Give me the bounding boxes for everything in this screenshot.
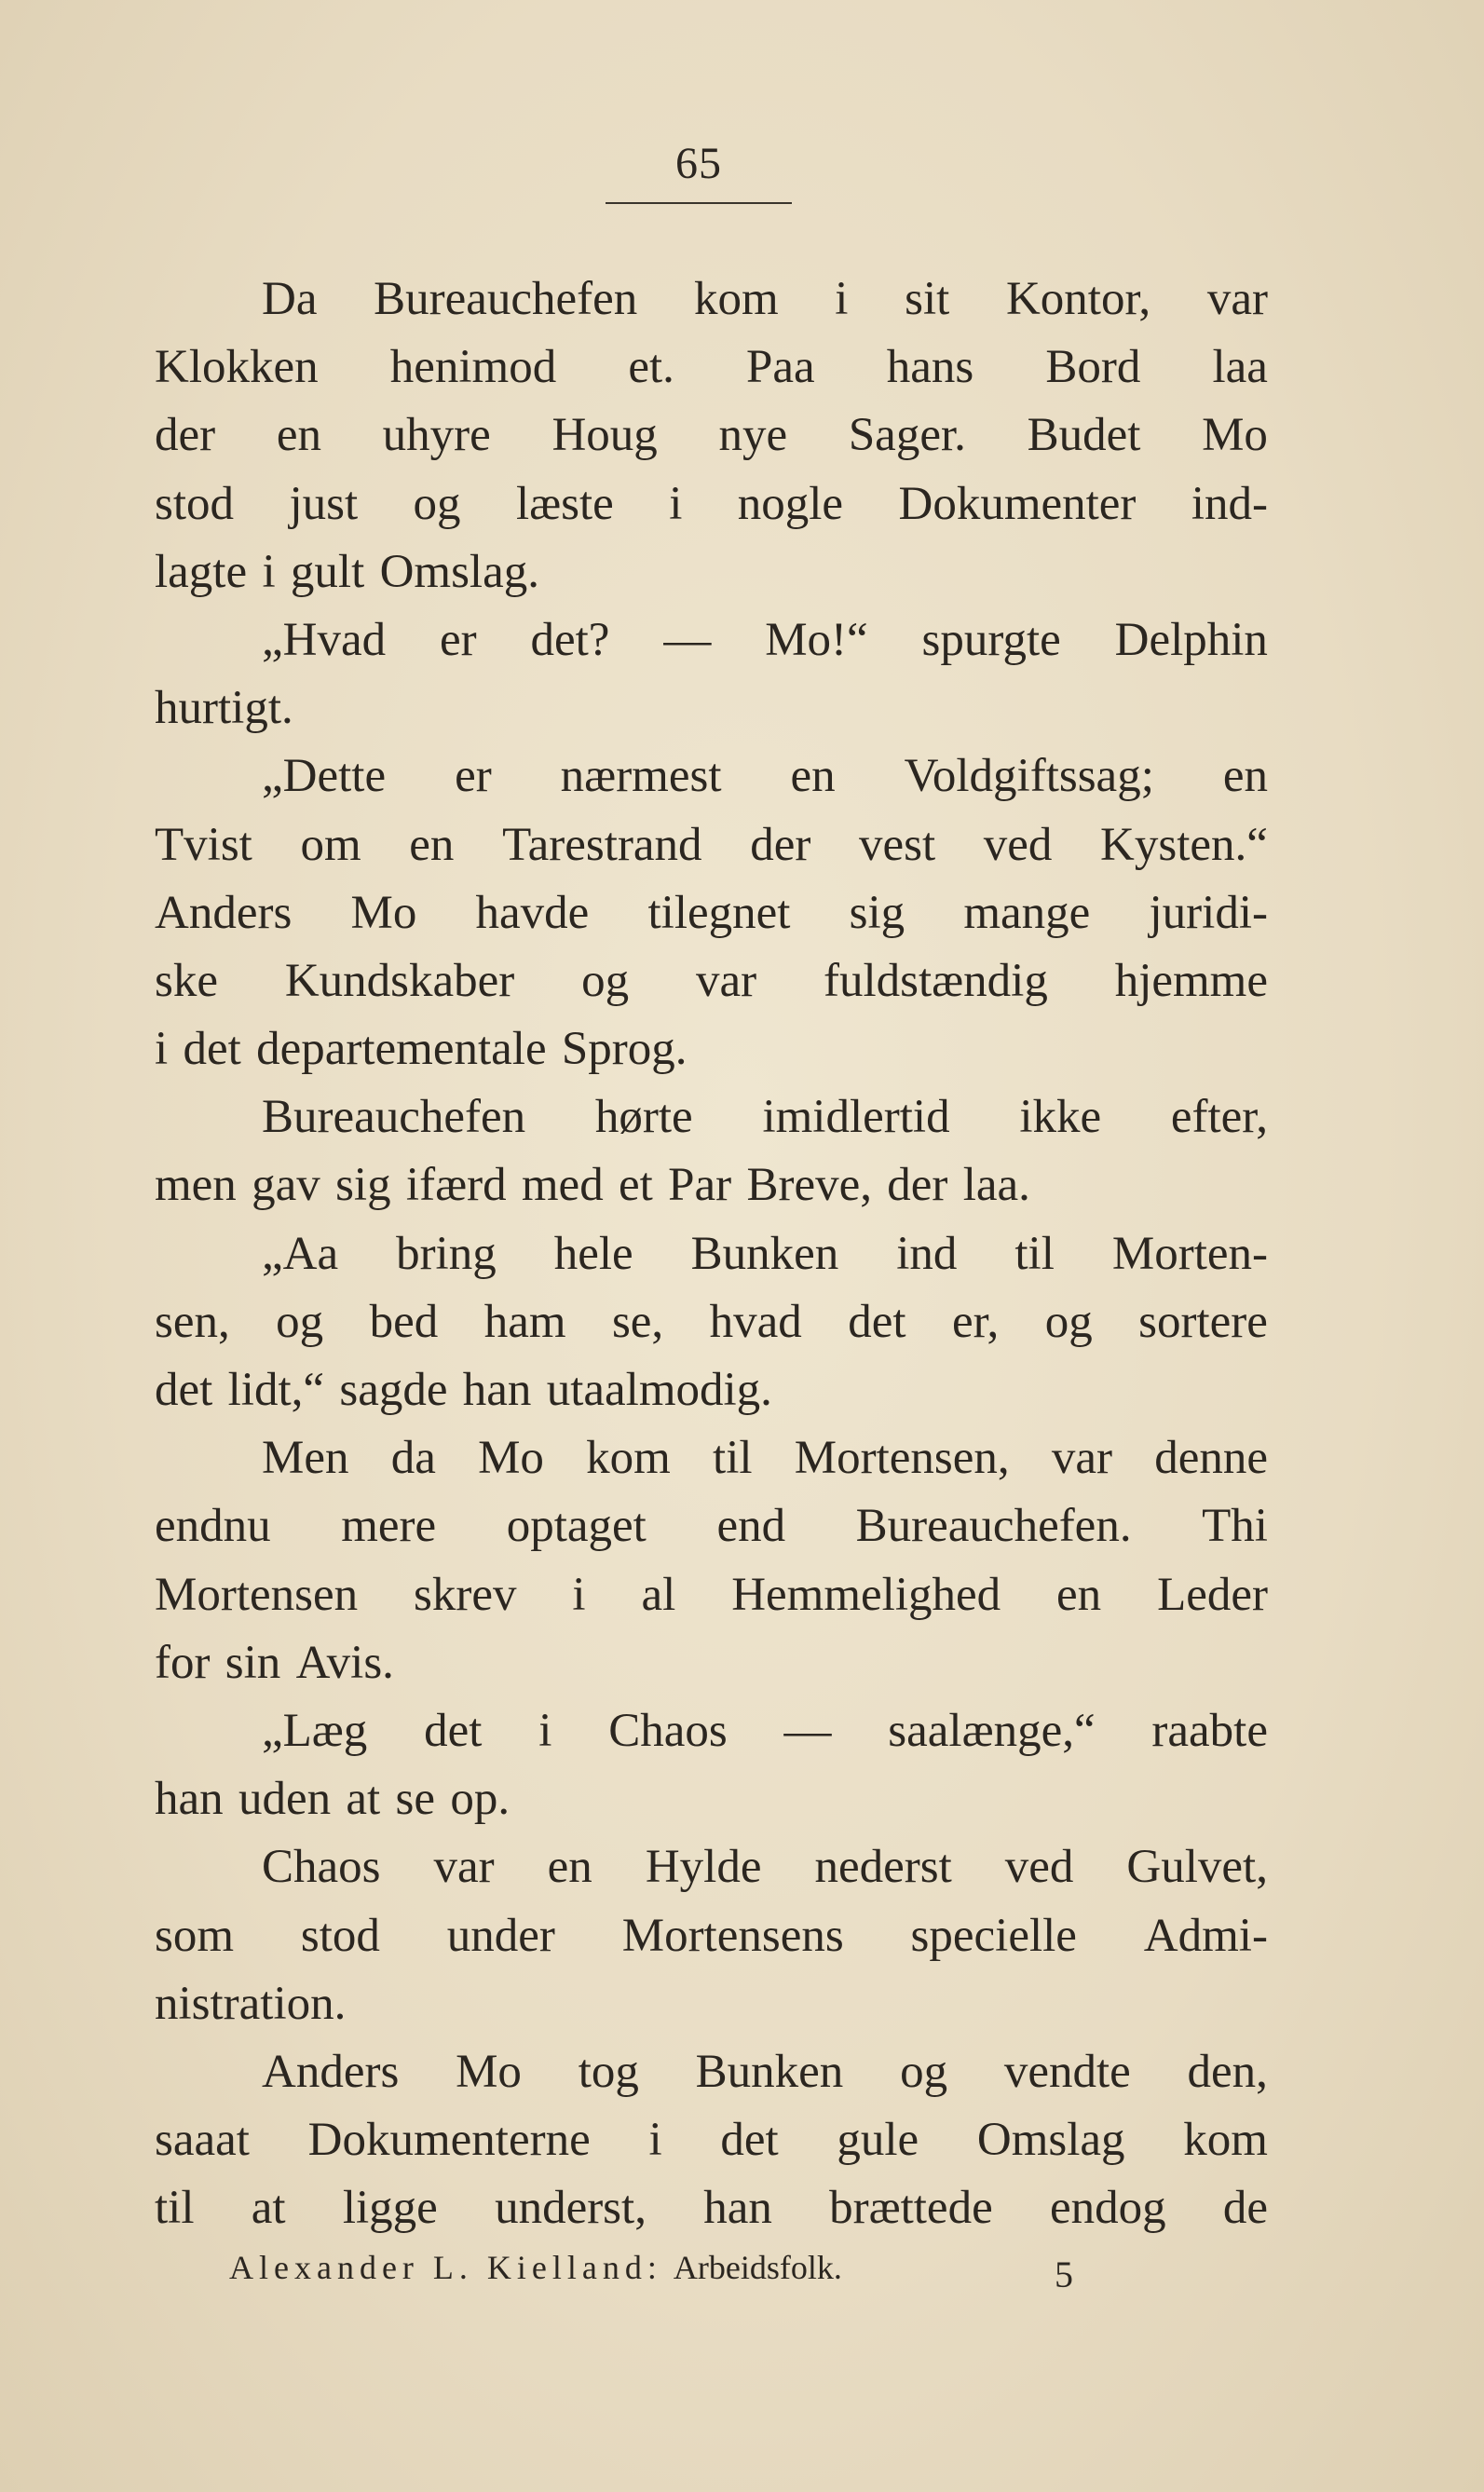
word: i bbox=[538, 1704, 552, 1757]
word: kom bbox=[693, 273, 779, 325]
word: til bbox=[713, 1432, 753, 1485]
word: sig bbox=[335, 1159, 391, 1212]
word: det bbox=[183, 1023, 241, 1076]
text-line bbox=[155, 1970, 1268, 2038]
word: Hylde bbox=[645, 1841, 762, 1894]
text-line bbox=[155, 1492, 1268, 1560]
word: mange bbox=[963, 886, 1091, 939]
word: efter, bbox=[1170, 1091, 1268, 1144]
word: var bbox=[696, 954, 757, 1007]
word: vendte bbox=[1003, 2045, 1131, 2098]
word: var bbox=[433, 1841, 495, 1894]
word: nærmest bbox=[560, 750, 722, 803]
word: og bbox=[581, 954, 630, 1007]
word: Voldgiftssag; bbox=[904, 750, 1154, 803]
word: lagte bbox=[155, 545, 248, 598]
word: og bbox=[900, 2045, 948, 2098]
word: kom bbox=[586, 1432, 671, 1485]
word: tog bbox=[578, 2045, 639, 2098]
word: en bbox=[276, 409, 321, 462]
word: ind- bbox=[1191, 477, 1268, 530]
word: Mo bbox=[1202, 409, 1268, 462]
word: se bbox=[395, 1773, 436, 1826]
text-line bbox=[155, 1561, 1268, 1629]
footer-line bbox=[229, 2248, 1161, 2287]
text-line bbox=[155, 674, 1268, 742]
word: er bbox=[455, 750, 492, 803]
text-line bbox=[155, 538, 1268, 606]
word: lidt,“ bbox=[227, 1364, 325, 1416]
word: i bbox=[669, 477, 683, 530]
word: nistration. bbox=[155, 1977, 347, 2030]
text-line bbox=[155, 2106, 1268, 2174]
word: „Hvad bbox=[262, 613, 387, 666]
word: det bbox=[848, 1295, 906, 1348]
word: der bbox=[155, 409, 216, 462]
word: Chaos bbox=[608, 1704, 728, 1757]
word: bring bbox=[396, 1227, 497, 1280]
word: endog bbox=[1049, 2182, 1166, 2235]
text-line bbox=[155, 1697, 1268, 1765]
word: Breve, bbox=[746, 1159, 872, 1212]
word: Mo bbox=[478, 1432, 544, 1485]
word: denne bbox=[1154, 1432, 1268, 1485]
word: en bbox=[1056, 1568, 1102, 1621]
text-line bbox=[155, 266, 1268, 334]
word: Leder bbox=[1157, 1568, 1268, 1621]
word: det bbox=[720, 2114, 779, 2167]
word: skrev bbox=[414, 1568, 517, 1621]
word: at bbox=[251, 2182, 286, 2235]
word: var bbox=[1051, 1432, 1112, 1485]
word: hurtigt. bbox=[155, 682, 293, 735]
word: Bureauchefen. bbox=[855, 1500, 1132, 1553]
text-line bbox=[155, 470, 1268, 538]
word: gult bbox=[290, 545, 365, 598]
word: Morten- bbox=[1111, 1227, 1268, 1280]
word: end bbox=[716, 1500, 786, 1553]
word: mere bbox=[341, 1500, 437, 1553]
word: sen, bbox=[155, 1295, 230, 1348]
word: — bbox=[783, 1704, 832, 1757]
word: fuldstændig bbox=[823, 954, 1048, 1007]
word: saaat bbox=[155, 2114, 250, 2167]
signature-mark: 5 bbox=[1055, 2254, 1073, 2295]
word: Tarestrand bbox=[502, 818, 702, 871]
word: det bbox=[424, 1704, 483, 1757]
word: „Læg bbox=[262, 1704, 368, 1757]
word: det bbox=[155, 1364, 213, 1416]
word: Sprog. bbox=[561, 1023, 688, 1076]
word: stod bbox=[155, 477, 235, 530]
word: Bunken bbox=[690, 1227, 839, 1280]
word: en bbox=[1222, 750, 1268, 803]
word: læste bbox=[515, 477, 614, 530]
word: Budet bbox=[1027, 409, 1141, 462]
word: Thi bbox=[1202, 1500, 1268, 1553]
word: — bbox=[663, 613, 712, 666]
word: Bord bbox=[1045, 341, 1141, 394]
word: gule bbox=[837, 2114, 919, 2167]
text-line bbox=[155, 334, 1268, 402]
word: stod bbox=[300, 1909, 380, 1962]
word: som bbox=[155, 1909, 235, 1962]
text-line bbox=[155, 1288, 1268, 1356]
word: til bbox=[155, 2182, 195, 2235]
word: Chaos bbox=[262, 1841, 381, 1894]
word: endnu bbox=[155, 1500, 271, 1553]
word: ifærd bbox=[405, 1159, 507, 1212]
word: og bbox=[1044, 1295, 1093, 1348]
word: spurgte bbox=[921, 613, 1061, 666]
text-line bbox=[155, 606, 1268, 674]
body-text bbox=[155, 266, 1268, 2242]
word: et bbox=[619, 1159, 653, 1212]
word: laa bbox=[1212, 341, 1268, 394]
word: han bbox=[462, 1364, 532, 1416]
word: Mo bbox=[350, 886, 417, 939]
word: Bunken bbox=[695, 2045, 844, 2098]
word: at bbox=[346, 1773, 381, 1826]
word: ved bbox=[1004, 1841, 1074, 1894]
word: om bbox=[300, 818, 361, 871]
footer-author: Alexander L. Kielland: bbox=[229, 2249, 662, 2286]
word: Anders bbox=[155, 886, 293, 939]
text-line bbox=[155, 1765, 1268, 1833]
word: kom bbox=[1183, 2114, 1268, 2167]
word: for bbox=[155, 1636, 211, 1689]
word: er bbox=[439, 613, 477, 666]
word: Anders bbox=[262, 2045, 400, 2098]
word: Gulvet, bbox=[1126, 1841, 1268, 1894]
word: Kysten.“ bbox=[1100, 818, 1268, 871]
word: sit bbox=[905, 273, 950, 325]
word: i bbox=[155, 1023, 169, 1076]
word: Avis. bbox=[295, 1636, 394, 1689]
word: en bbox=[409, 818, 455, 871]
word: Delphin bbox=[1114, 613, 1268, 666]
word: han bbox=[703, 2182, 772, 2235]
text-line bbox=[155, 1629, 1268, 1697]
word: under bbox=[446, 1909, 555, 1962]
word: gav bbox=[252, 1159, 320, 1212]
word: Klokken bbox=[155, 341, 319, 394]
word: brættede bbox=[829, 2182, 993, 2235]
word: der bbox=[750, 818, 811, 871]
text-line bbox=[155, 879, 1268, 947]
word: Omslag bbox=[976, 2114, 1125, 2167]
word: tilegnet bbox=[647, 886, 791, 939]
word: ske bbox=[155, 954, 218, 1007]
word: sagde bbox=[339, 1364, 448, 1416]
word: sig bbox=[849, 886, 905, 939]
word: op. bbox=[450, 1773, 511, 1826]
word: til bbox=[1014, 1227, 1055, 1280]
word: i bbox=[572, 1568, 586, 1621]
word: og bbox=[413, 477, 461, 530]
word: juridi- bbox=[1149, 886, 1268, 939]
word: Bureauchefen bbox=[374, 273, 638, 325]
word: Mo bbox=[456, 2045, 522, 2098]
word: specielle bbox=[910, 1909, 1077, 1962]
word: ind bbox=[896, 1227, 958, 1280]
word: Mortensen bbox=[155, 1568, 359, 1621]
word: ved bbox=[983, 818, 1053, 871]
word: ikke bbox=[1019, 1091, 1102, 1144]
word: men bbox=[155, 1159, 237, 1212]
text-line bbox=[155, 1151, 1268, 1219]
word: en bbox=[790, 750, 836, 803]
header-rule bbox=[606, 202, 792, 204]
text-line bbox=[155, 1220, 1268, 1288]
word: vest bbox=[858, 818, 936, 871]
word: Mortensens bbox=[621, 1909, 844, 1962]
word: Men bbox=[262, 1432, 349, 1485]
word: Mo!“ bbox=[765, 613, 868, 666]
word: se, bbox=[611, 1295, 664, 1348]
word: „Dette bbox=[262, 750, 387, 803]
text-line bbox=[155, 811, 1268, 879]
word: Bureauchefen bbox=[262, 1091, 526, 1144]
word: Sager. bbox=[848, 409, 966, 462]
word: optaget bbox=[506, 1500, 647, 1553]
word: bed bbox=[369, 1295, 439, 1348]
text-line bbox=[155, 2174, 1268, 2242]
word: uden bbox=[238, 1773, 332, 1826]
word: raabte bbox=[1151, 1704, 1268, 1757]
word: Paa bbox=[746, 341, 815, 394]
word: det? bbox=[530, 613, 610, 666]
word: da bbox=[390, 1432, 436, 1485]
word: sin bbox=[225, 1636, 281, 1689]
word: Dokumenter bbox=[898, 477, 1137, 530]
word: underst, bbox=[495, 2182, 647, 2235]
word: sortere bbox=[1138, 1295, 1268, 1348]
word: der bbox=[887, 1159, 948, 1212]
word: i bbox=[262, 545, 276, 598]
word: hans bbox=[886, 341, 974, 394]
word: er, bbox=[951, 1295, 1000, 1348]
word: Admi- bbox=[1143, 1909, 1268, 1962]
word: et. bbox=[628, 341, 674, 394]
word: havde bbox=[475, 886, 590, 939]
text-line bbox=[155, 1356, 1268, 1424]
word: med bbox=[521, 1159, 604, 1212]
word: hele bbox=[553, 1227, 633, 1280]
word: al bbox=[641, 1568, 676, 1621]
word: uhyre bbox=[382, 409, 491, 462]
word: Hemmelighed bbox=[731, 1568, 1001, 1621]
text-line bbox=[155, 1833, 1268, 1901]
word: Omslag. bbox=[379, 545, 539, 598]
word: laa. bbox=[962, 1159, 1030, 1212]
text-line bbox=[155, 1083, 1268, 1151]
word: hvad bbox=[709, 1295, 802, 1348]
word: en bbox=[547, 1841, 592, 1894]
text-line bbox=[155, 1015, 1268, 1083]
page-number: 65 bbox=[675, 139, 722, 188]
word: Par bbox=[668, 1159, 732, 1212]
word: Tvist bbox=[155, 818, 252, 871]
word: imidlertid bbox=[762, 1091, 950, 1144]
word: de bbox=[1222, 2182, 1268, 2235]
text-line bbox=[155, 402, 1268, 470]
word: departementale bbox=[256, 1023, 547, 1076]
word: var bbox=[1206, 273, 1268, 325]
word: og bbox=[276, 1295, 324, 1348]
word: ligge bbox=[342, 2182, 438, 2235]
word: utaalmodig. bbox=[546, 1364, 772, 1416]
word: Houg bbox=[551, 409, 658, 462]
word: saalænge,“ bbox=[888, 1704, 1096, 1757]
text-line bbox=[155, 1424, 1268, 1492]
word: „Aa bbox=[262, 1227, 339, 1280]
word: den, bbox=[1187, 2045, 1268, 2098]
text-line bbox=[155, 1902, 1268, 1970]
word: Kundskaber bbox=[284, 954, 515, 1007]
word: ham bbox=[483, 1295, 566, 1348]
word: nederst bbox=[814, 1841, 952, 1894]
word: Da bbox=[262, 273, 318, 325]
word: han bbox=[155, 1773, 224, 1826]
word: i bbox=[835, 273, 849, 325]
word: hørte bbox=[594, 1091, 693, 1144]
word: i bbox=[648, 2114, 662, 2167]
word: just bbox=[289, 477, 359, 530]
footer-title: Arbeidsfolk. bbox=[673, 2249, 842, 2286]
word: hjemme bbox=[1114, 954, 1268, 1007]
text-line bbox=[155, 742, 1268, 810]
word: nye bbox=[718, 409, 788, 462]
word: nogle bbox=[737, 477, 844, 530]
text-line bbox=[155, 2038, 1268, 2106]
word: Dokumenterne bbox=[307, 2114, 591, 2167]
word: henimod bbox=[389, 341, 557, 394]
word: Mortensen, bbox=[794, 1432, 1010, 1485]
word: Kontor, bbox=[1005, 273, 1151, 325]
text-line bbox=[155, 947, 1268, 1015]
